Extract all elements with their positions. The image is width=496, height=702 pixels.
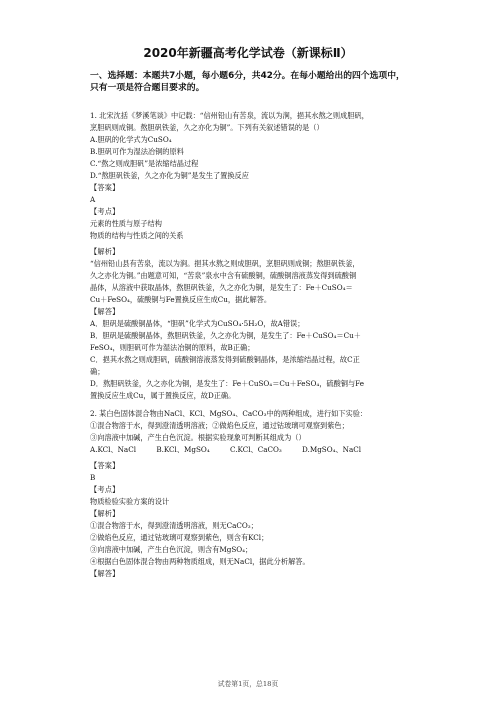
section-heading-line-1: 一、选择题：本题共7小题，每小题6分，共42分。在每小题给出的四个选项中， (90, 71, 405, 81)
q1-answer-label: 【答案】 (90, 183, 120, 192)
q2-solution-label: 【解答】 (90, 569, 120, 578)
q1-solution-line-3: FeSO₄，则胆矾可作为湿法冶铜的原料，故B正确； (90, 343, 255, 352)
q1-solution-line-5: 确； (90, 367, 105, 376)
q1-solution-line-7: 置换反应生成Cu，属于置换反应，故D正确。 (90, 391, 236, 400)
q1-option-c: C.“熬之则成胆矾”是浓缩结晶过程 (90, 159, 199, 168)
q1-stem-line-1: 1. 北宋沈括《梦溪笔谈》中记载：“信州铅山有苦泉，流以为涧，挹其水熬之则成胆矾， (90, 111, 369, 120)
q1-option-b: B.胆矾可作为湿法冶铜的原料 (90, 147, 184, 156)
q1-analysis-line-2: 久之亦化为铜。”由题意可知，“苦泉”泉水中含有硫酸铜，硫酸铜溶液蒸发得到硫酸铜 (90, 271, 357, 280)
q1-topic-1: 元素的性质与原子结构 (90, 219, 162, 228)
q1-stem-line-2: 烹胆矾则成铜。熬胆矾铁釜，久之亦化为铜”。下列有关叙述错误的是（） (90, 123, 324, 132)
q2-stem-line-2: ①混合物溶于水，得到澄清透明溶液；②做焰色反应，通过钴玻璃可观察到紫色； (90, 421, 349, 430)
q2-option-d: D.MgSO₄、NaCl (302, 445, 362, 454)
q2-topic-1: 物质检验实验方案的设计 (90, 497, 170, 506)
q1-analysis-line-1: “信州铅山县有苦泉，流以为涧。挹其水熬之则成胆矾，烹胆矾则成铜；熬胆矾铁釜， (90, 259, 360, 268)
q2-stem-line-3: ③向溶液中加碱，产生白色沉淀。根据实验现象可判断其组成为（） (90, 433, 306, 442)
q1-topic-2: 物质的结构与性质之间的关系 (90, 231, 184, 240)
q1-solution-line-2: B．胆矾是硫酸铜晶体，熬胆矾铁釜，久之亦化为铜，是发生了：Fe＋CuSO₄＝Cu＋ (90, 331, 361, 340)
q2-option-c: C.KCl、CaCO₃ (230, 445, 282, 454)
q1-solution-label: 【解答】 (90, 307, 120, 316)
q1-option-a: A.胆矾的化学式为CuSO₄ (90, 135, 172, 144)
page-footer: 试卷第1页，总18页 (217, 680, 279, 688)
q2-analysis-line-3: ③向溶液中加碱，产生白色沉淀，则含有MgSO₄； (90, 545, 253, 554)
q1-analysis-label: 【解析】 (90, 247, 120, 256)
content-body (90, 110, 410, 580)
q2-analysis-line-4: ④根据白色固体混合物由两种物质组成，则无NaCl，据此分析解答。 (90, 557, 310, 566)
q2-answer-label: 【答案】 (90, 461, 120, 470)
q2-topic-label: 【考点】 (90, 485, 120, 494)
q2-options-row (90, 444, 410, 456)
q1-solution-line-1: A．胆矾是硫酸铜晶体，“胆矾”化学式为CuSO₄·5H₂O，故A错误； (90, 319, 305, 328)
q1-analysis-line-3: 晶体，从溶液中获取晶体，熬胆矾铁釜，久之亦化为铜，是发生了：Fe＋CuSO₄＝ (90, 283, 353, 292)
q1-solution-line-6: D．熬胆矾铁釜，久之亦化为铜，是发生了：Fe＋CuSO₄＝Cu＋FeSO₄，硫酸铜与Fe (90, 379, 365, 388)
q2-option-b: B.KCl、MgSO₄ (156, 445, 210, 454)
q2-analysis-label: 【解析】 (90, 509, 120, 518)
q1-topic-label: 【考点】 (90, 207, 120, 216)
q2-option-a: A.KCl、NaCl (90, 445, 137, 454)
q1-answer: A (90, 195, 96, 204)
section-heading (90, 70, 410, 94)
q1-solution-line-4: C．挹其水熬之则成胆矾，硫酸铜溶液蒸发得到硫酸铜晶体，是浓缩结晶过程，故C正 (90, 355, 360, 364)
q2-analysis-line-2: ②做焰色反应，通过钴玻璃可观察到紫色，则含有KCl； (90, 533, 269, 542)
q2-analysis-line-1: ①混合物溶于水，得到澄清透明溶液，则无CaCO₃； (90, 521, 258, 530)
section-heading-line-2: 只有一项是符合题目要求的。 (90, 83, 205, 93)
q2-answer: B (90, 473, 96, 482)
q1-analysis-line-4: Cu＋FeSO₄，硫酸铜与Fe置换反应生成Cu，据此解答。 (90, 295, 272, 304)
q1-option-d: D.“熬胆矾铁釜，久之亦化为铜”是发生了置换反应 (90, 171, 249, 180)
page-title: 2020年新疆高考化学试卷（新课标Ⅱ） (143, 46, 353, 60)
q2-stem-line-1: 2. 某白色固体混合物由NaCl、KCl、MgSO₄、CaCO₃中的两种组成，进行如下实验： (90, 409, 368, 418)
